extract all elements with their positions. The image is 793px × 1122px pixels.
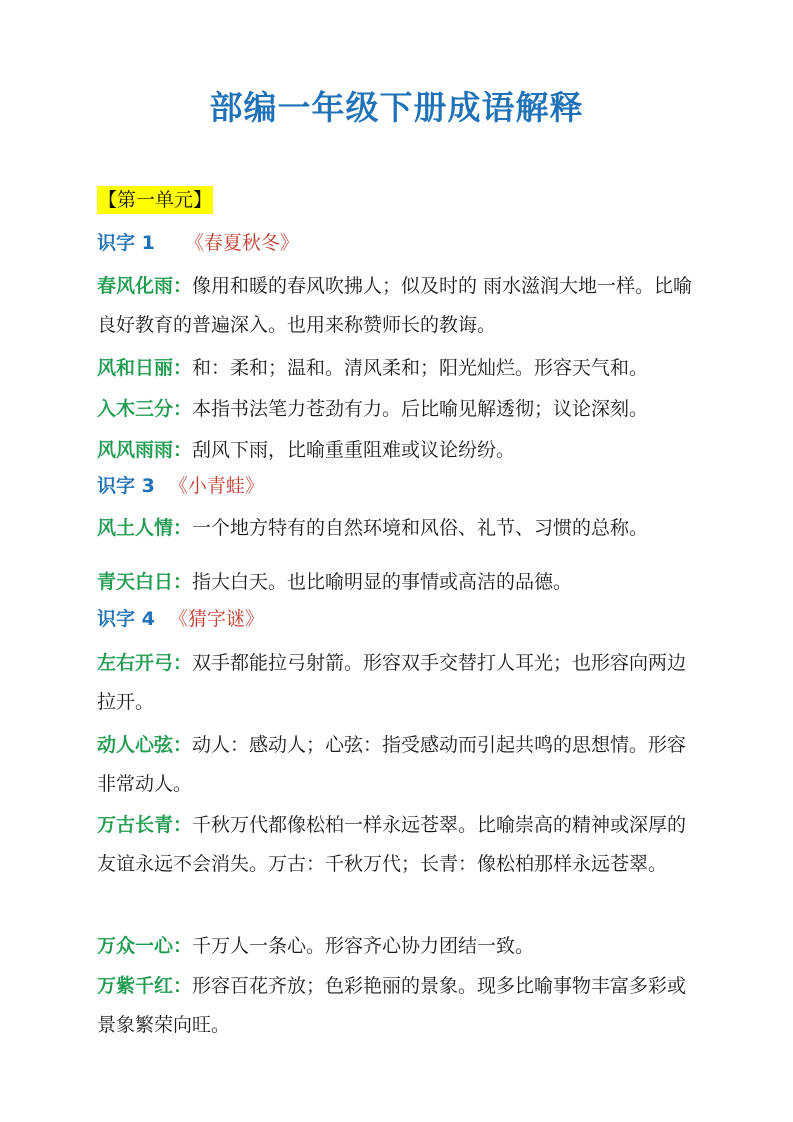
idiom-entry [97, 267, 697, 345]
idiom-term: 风风雨雨： [97, 439, 193, 461]
idiom-term: 入木三分： [97, 398, 193, 420]
page-title: 部编一年级下册成语解释 [209, 88, 584, 127]
idiom-definition: 和：柔和；温和。清风柔和；阳光灿烂。形容天气和。 [192, 357, 649, 379]
idiom-definition: 指大白天。也比喻明显的事情或高洁的品德。 [192, 571, 573, 593]
idiom-entry [97, 349, 697, 388]
idiom-definition: 本指书法笔力苍劲有力。后比喻见解透彻；议论深刻。 [192, 398, 649, 420]
idiom-entry [97, 927, 697, 966]
idiom-term: 万众一心： [97, 935, 193, 957]
lesson-number: 识字 4 [97, 608, 155, 630]
idiom-definition: 千秋万代都像松柏一样永远苍翠。比喻崇高的精神或深厚的友谊永远不会消失。万古：千秋万代；长青：像松柏那样永远苍翠。 [97, 814, 687, 875]
idiom-term: 春风化雨： [97, 275, 193, 297]
lesson-title: 《小青蛙》 [168, 475, 264, 497]
idiom-term: 风和日丽： [97, 357, 193, 379]
idiom-term: 万紫千红： [97, 975, 193, 997]
idiom-definition: 动人：感动人；心弦：指受感动而引起共鸣的思想情。形容非常动人。 [97, 734, 687, 795]
idiom-term: 左右开弓： [97, 652, 193, 674]
lesson-heading [97, 229, 299, 257]
idiom-entry [97, 431, 697, 470]
lesson-number: 识字 3 [97, 475, 155, 497]
idiom-definition: 双手都能拉弓射箭。形容双手交替打人耳光；也形容向两边拉开。 [97, 652, 687, 713]
idiom-definition: 千万人一条心。形容齐心协力团结一致。 [192, 935, 535, 957]
lesson-heading [97, 605, 264, 633]
lesson-number: 识字 1 [97, 232, 155, 254]
idiom-definition: 像用和暖的春风吹拂人；似及时的 雨水滋润大地一样。比喻良好教育的普遍深入。也用来称赞师长的教诲。 [97, 275, 693, 336]
idiom-entry [97, 644, 697, 722]
lesson-title: 《猜字谜》 [168, 608, 264, 630]
idiom-definition: 刮风下雨，比喻重重阻难或议论纷纷。 [192, 439, 516, 461]
idiom-term: 万古长青： [97, 814, 193, 836]
lesson-title: 《春夏秋冬》 [184, 232, 299, 254]
idiom-term: 风土人情： [97, 517, 193, 539]
idiom-term: 动人心弦： [97, 734, 193, 756]
lesson-heading [97, 472, 264, 500]
unit-heading: 【第一单元】 [97, 186, 213, 214]
idiom-entry [97, 563, 697, 602]
idiom-entry [97, 726, 697, 804]
idiom-term: 青天白日： [97, 571, 193, 593]
idiom-entry [97, 806, 697, 884]
idiom-entry [97, 390, 697, 429]
idiom-definition: 一个地方特有的自然环境和风俗、礼节、习惯的总称。 [192, 517, 649, 539]
idiom-entry [97, 967, 697, 1045]
idiom-definition: 形容百花齐放；色彩艳丽的景象。现多比喻事物丰富多彩或景象繁荣向旺。 [97, 975, 687, 1036]
idiom-entry [97, 509, 697, 548]
